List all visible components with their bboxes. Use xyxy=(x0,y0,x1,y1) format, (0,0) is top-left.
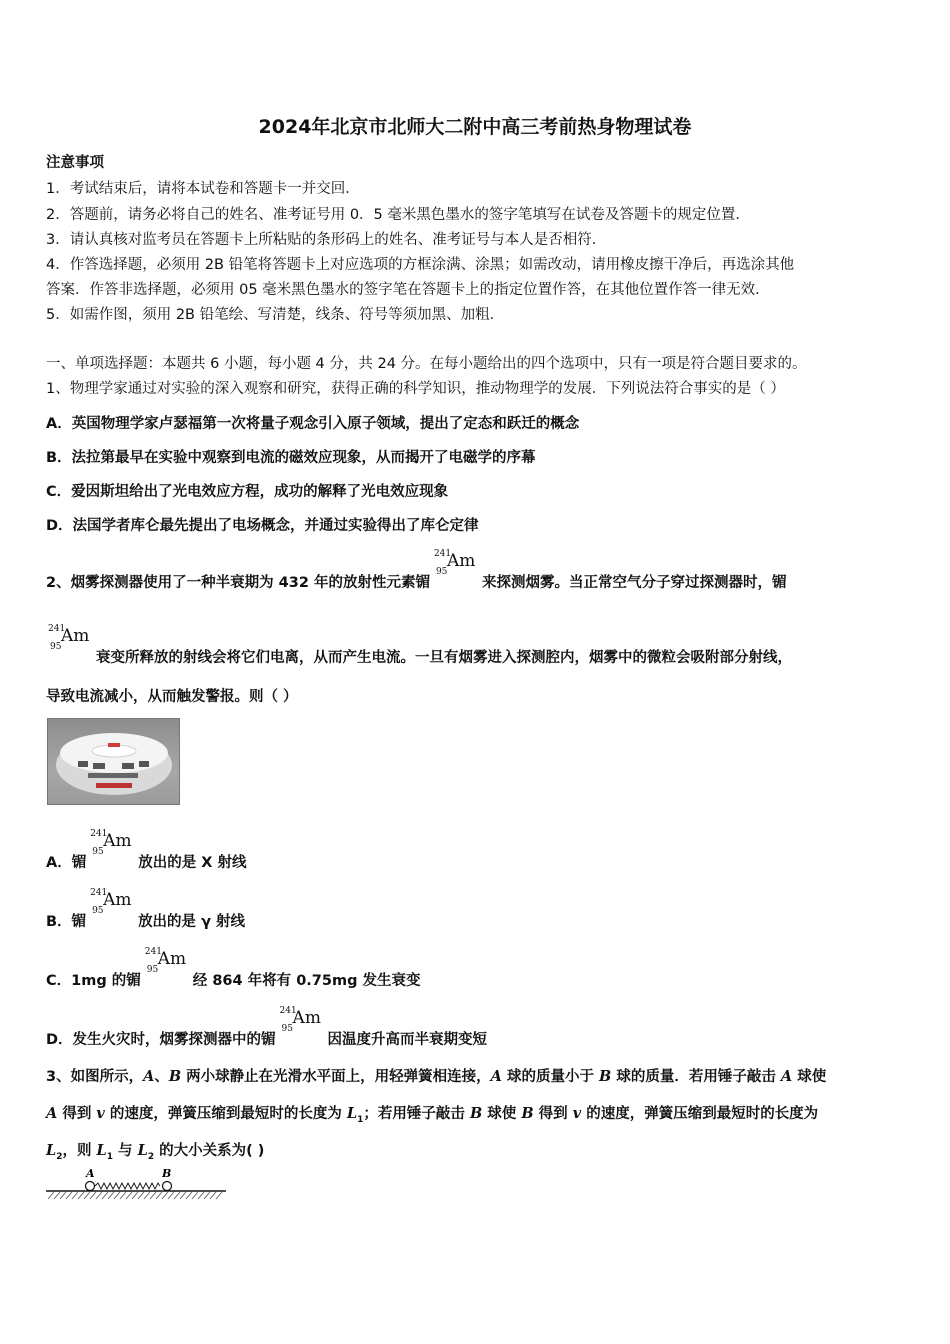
ball-a-label: A xyxy=(86,1167,95,1180)
spring xyxy=(95,1183,160,1189)
q2-option-d: D．发生火灾时，烟雾探测器中的镅 241 95 Am 因温度升高而半衰期变短 xyxy=(46,1006,488,1048)
q2-option-a: A．镅 241 95 Am 放出的是 X 射线 xyxy=(46,829,247,871)
q3-stem-line3: $L_2$，则 $L_1$ 与 $L_2$ 的大小关系为( ) xyxy=(46,1142,265,1162)
q3-stem-line1: 3、如图所示，A、B 两小球静止在光滑水平面上，用轻弹簧相连接，A 球的质量小于 B 球的质量．若用锤子敲击 A 球使 xyxy=(46,1068,827,1085)
q1-option-c: C．爱因斯坦给出了光电效应方程，成功的解释了光电效应现象 xyxy=(46,484,449,500)
notice-item: 3．请认真核对监考员在答题卡上所粘贴的条形码上的姓名、准考证号与本人是否相符． xyxy=(46,232,607,248)
notice-item: 4．作答选择题，必须用 2B 铅笔将答题卡上对应选项的方框涂满、涂黑；如需改动，请用橡皮擦干净后，再选涂其他 xyxy=(46,257,795,273)
notice-item: 2．答题前，请务必将自己的姓名、准考证号用 0．5 毫米黑色墨水的签字笔填写在试卷及答题卡的规定位置． xyxy=(46,207,750,223)
spring-diagram xyxy=(44,1164,228,1204)
smoke-detector-photo xyxy=(47,718,180,805)
notice-item: 答案．作答非选择题，必须用 05 毫米黑色墨水的签字笔在答题卡上的指定位置作答，在其他位置作答一律无效． xyxy=(46,282,770,298)
q2-stem-line3: 导致电流减小，从而触发警报。则（ ） xyxy=(46,689,298,705)
q1-option-a: A．英国物理学家卢瑟福第一次将量子观念引入原子领域，提出了定态和跃迁的概念 xyxy=(46,416,580,432)
q2-option-b: B．镅 241 95 Am 放出的是 γ 射线 xyxy=(46,888,246,930)
q1-option-b: B．法拉第最早在实验中观察到电流的磁效应现象，从而揭开了电磁学的序幕 xyxy=(46,450,536,466)
nuclide-symbol: 241 95 Am xyxy=(90,829,132,857)
q1-stem: 1、物理学家通过对实验的深入观察和研究，获得正确的科学知识，推动物理学的发展．下列说法符合事实的是（ ） xyxy=(46,381,785,397)
nuclide-symbol: 241 95 Am xyxy=(48,624,90,652)
notice-heading: 注意事项 xyxy=(46,155,104,171)
nuclide-symbol: 241 95 Am xyxy=(433,549,476,577)
q2-stem-line1: 2、烟雾探测器使用了一种半衰期为 432 年的放射性元素镅 241 95 Am 来探测烟雾。当正常空气分子穿过探测器时，镅 xyxy=(46,549,787,591)
page-title: 2024年北京市北师大二附中高三考前热身物理试卷 xyxy=(258,116,692,138)
section-heading: 一、单项选择题：本题共 6 小题，每小题 4 分，共 24 分。在每小题给出的四个选项中，只有一项是符合题目要求的。 xyxy=(46,356,807,372)
nuclide-symbol: 241 95 Am xyxy=(279,1006,321,1034)
q2-stem-line2: 241 95 Am 衰变所释放的射线会将它们电离，从而产生电流。一旦有烟雾进入探测腔内，烟雾中的微粒会吸附部分射线， xyxy=(48,624,792,666)
notice-item: 1．考试结束后，请将本试卷和答题卡一并交回． xyxy=(46,181,360,197)
q1-option-d: D．法国学者库仑最先提出了电场概念，并通过实验得出了库仑定律 xyxy=(46,518,479,534)
notice-item: 5．如需作图，须用 2B 铅笔绘、写清楚，线条、符号等须加黑、加粗． xyxy=(46,307,505,323)
ball-b xyxy=(163,1182,172,1191)
q2-option-c: C．1mg 的镅 241 95 Am 经 864 年将有 0.75mg 发生衰变 xyxy=(46,947,421,989)
nuclide-symbol: 241 95 Am xyxy=(90,888,132,916)
ball-a xyxy=(86,1182,95,1191)
ground-hatching xyxy=(48,1192,222,1199)
ball-b-label: B xyxy=(162,1167,172,1180)
q3-stem-line2: A 得到 v 的速度，弹簧压缩到最短时的长度为 $L_1$；若用锤子敲击 B 球使 B 得到 v 的速度，弹簧压缩到最短时的长度为 xyxy=(46,1105,819,1125)
nuclide-symbol: 241 95 Am xyxy=(144,947,187,975)
spring-balls-figure xyxy=(44,1164,228,1204)
smoke-detector-icon xyxy=(48,719,179,804)
